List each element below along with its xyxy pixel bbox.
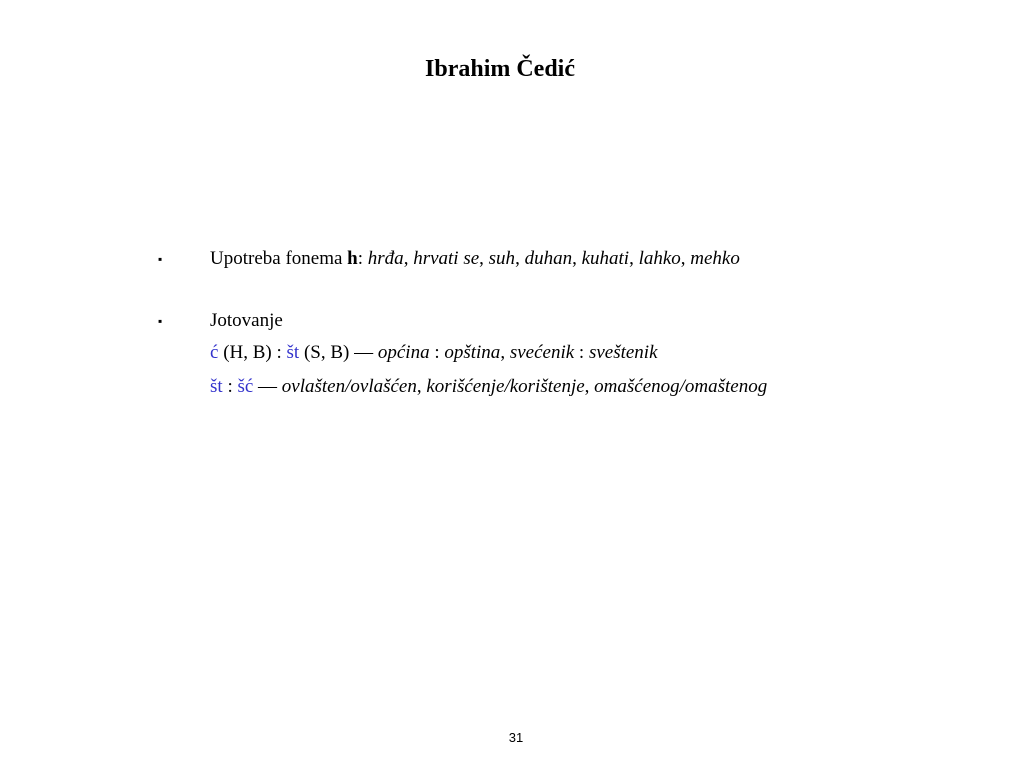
bullet-square-icon: ▪: [158, 252, 163, 266]
example-word: kuhati: [581, 248, 630, 269]
example-word: lahko: [638, 248, 681, 269]
bullet-label: Upotreba fonema: [210, 248, 348, 269]
bullet-square-icon: ▪: [158, 314, 163, 328]
bullet-list: [158, 244, 978, 404]
separator: ,: [572, 248, 582, 269]
example-word: omašćenog/omaštenog: [594, 376, 768, 397]
example-word: mehko: [690, 248, 740, 269]
separator: ,: [500, 342, 510, 363]
example-word: općina: [377, 342, 430, 363]
note: (H, B) :: [218, 342, 287, 363]
bullet-jotovanje: [158, 306, 978, 404]
example-word: hrđa: [367, 248, 404, 269]
letter-c-acute: ć: [210, 342, 219, 363]
example-word: duhan: [524, 248, 573, 269]
dash: —: [253, 376, 282, 397]
separator: ,: [479, 248, 489, 269]
separator: ,: [629, 248, 639, 269]
example-word: ovlašten/ovlašćen: [281, 376, 417, 397]
separator: ,: [403, 248, 414, 269]
letter-st: št: [210, 376, 223, 397]
separator: :: [222, 376, 238, 397]
bullet-label: Jotovanje: [210, 310, 283, 331]
colon: :: [357, 248, 368, 269]
separator: :: [429, 342, 445, 363]
example-word: opština: [444, 342, 501, 363]
page-number: 31: [508, 730, 524, 745]
separator: ,: [515, 248, 525, 269]
jotovanje-line-1: [210, 336, 978, 370]
letter-sc: šć: [237, 376, 254, 397]
separator: ,: [680, 248, 691, 269]
bullet-h-usage: [158, 244, 978, 274]
separator: ,: [416, 376, 427, 397]
jotovanje-line-2: [210, 370, 978, 404]
example-word: korišćenje/korištenje: [426, 376, 585, 397]
example-word: hrvati se: [413, 248, 480, 269]
slide-title: Ibrahim Čedić: [425, 56, 575, 82]
example-word: svećenik: [509, 342, 575, 363]
separator: :: [574, 342, 589, 363]
separator: ,: [584, 376, 595, 397]
phoneme-h: h: [347, 248, 358, 269]
example-word: sveštenik: [588, 342, 658, 363]
example-word: suh: [488, 248, 516, 269]
letter-st: št: [286, 342, 300, 363]
note: (S, B) —: [299, 342, 378, 363]
